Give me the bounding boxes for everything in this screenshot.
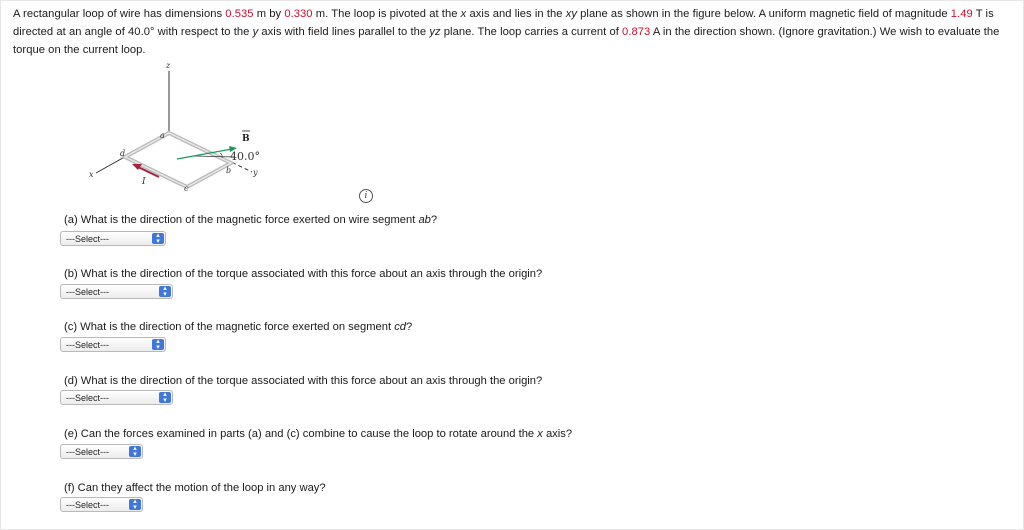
select-a[interactable] (60, 231, 166, 246)
question-a: (a) What is the direction of the magnetic force exerted on wire segment ab? (64, 214, 438, 226)
field-magnitude-value: 1.49 (950, 8, 973, 20)
corner-c-label: c (184, 184, 189, 193)
chevron-updown-icon: ▴ ▾ (159, 392, 171, 403)
select-c[interactable] (60, 337, 166, 352)
select-b[interactable] (60, 284, 173, 299)
current-value: 0.873 (622, 26, 651, 38)
select-f-value: ---Select--- (66, 500, 109, 510)
x-axis-label: x (89, 170, 94, 179)
chevron-updown-icon: ▴ ▾ (152, 233, 164, 244)
select-b-value: ---Select--- (66, 287, 109, 297)
question-f: (f) Can they affect the motion of the loop in any way? (64, 482, 326, 494)
chevron-updown-icon: ▴ ▾ (129, 499, 141, 510)
question-b: (b) What is the direction of the torque associated with this force about an axis through the origin? (64, 268, 543, 280)
select-d-value: ---Select--- (66, 393, 109, 403)
select-e[interactable] (60, 444, 143, 459)
select-e-value: ---Select--- (66, 447, 109, 457)
loop-figure (80, 56, 410, 206)
select-f[interactable] (60, 497, 143, 512)
y-axis-label: y (253, 168, 258, 177)
corner-d-label: d (120, 149, 126, 158)
select-a-value: ---Select--- (66, 234, 109, 244)
z-axis-label: z (166, 61, 171, 70)
corner-a-label: a (160, 131, 165, 140)
select-c-value: ---Select--- (66, 340, 109, 350)
select-d[interactable] (60, 390, 173, 405)
question-c: (c) What is the direction of the magnetic force exerted on segment cd? (64, 321, 413, 333)
corner-b-label: b (226, 166, 232, 175)
question-e: (e) Can the forces examined in parts (a) and (c) combine to cause the loop to rotate around the x axis? (64, 428, 573, 440)
chevron-updown-icon: ▴ ▾ (129, 446, 141, 457)
b-field-label: B (242, 134, 250, 144)
loop-length-value: 0.535 (225, 8, 254, 20)
problem-statement: A rectangular loop of wire has dimensions 0.535 m by 0.330 m. The loop is pivoted at the x axis and lies in the xy plane as shown in the figure below. A uniform magnetic field of magnitude 1.49 T is directed at an angle of 40.0° with respect to the y axis with field lines parallel to the yz plane. The loop carries a current of 0.873 A in the direction shown. (Ignore gravitation.) We wish to evaluate the torque on the current loop. (13, 8, 1000, 56)
current-loop-inner (125, 133, 231, 187)
current-label: I (142, 177, 146, 187)
info-icon[interactable]: i (359, 189, 373, 203)
current-loop (125, 133, 231, 187)
chevron-updown-icon: ▴ ▾ (159, 286, 171, 297)
angle-label: 40.0° (230, 150, 260, 163)
chevron-updown-icon: ▴ ▾ (152, 339, 164, 350)
question-d: (d) What is the direction of the torque associated with this force about an axis through the origin? (64, 375, 543, 387)
loop-width-value: 0.330 (284, 8, 313, 20)
field-reference-line (195, 156, 235, 157)
